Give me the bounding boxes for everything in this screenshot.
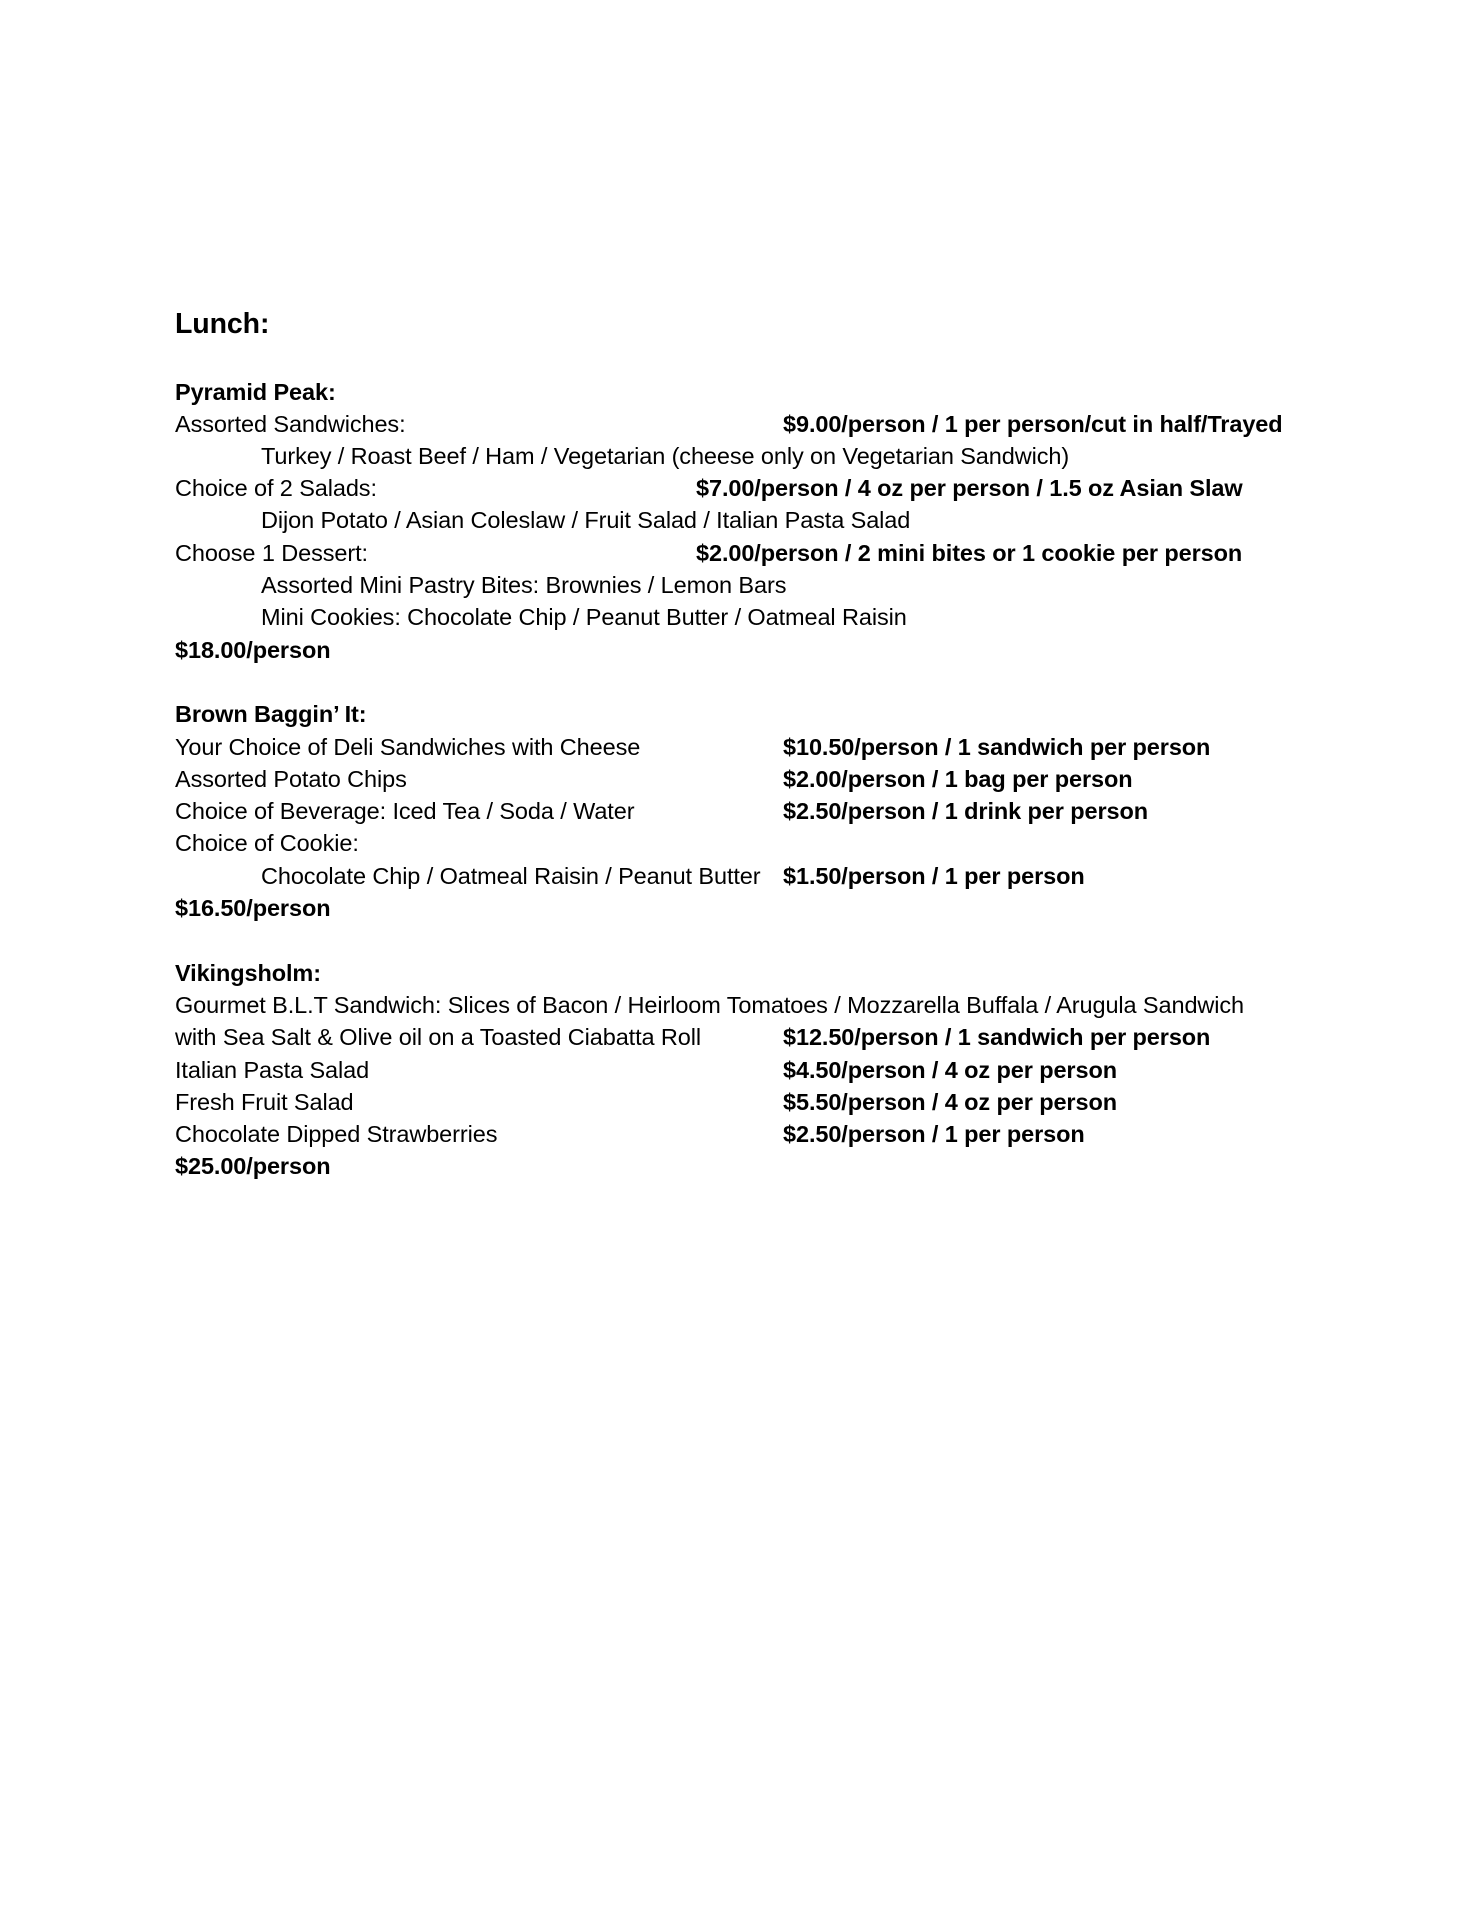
item-price: $2.00/person / 2 mini bites or 1 cookie per person [696,540,1243,566]
item-label: Assorted Sandwiches: [175,411,406,437]
item-options: Turkey / Roast Beef / Ham / Vegetarian (cheese only on Vegetarian Sandwich) [261,443,1070,469]
section-title: Vikingsholm: [175,960,321,986]
item-price: $2.50/person / 1 per person [783,1121,1085,1147]
item-label: Assorted Potato Chips [175,766,407,792]
item-price: $4.50/person / 4 oz per person [783,1057,1117,1083]
item-price: $5.50/person / 4 oz per person [783,1089,1117,1115]
item-price: $2.50/person / 1 drink per person [783,798,1149,824]
item-label: Choice of Beverage: Iced Tea / Soda / Water [175,798,635,824]
item-label: Chocolate Dipped Strawberries [175,1121,498,1147]
item-price: $7.00/person / 4 oz per person / 1.5 oz Asian Slaw [696,475,1243,501]
page-title: Lunch: [175,308,270,340]
item-options: Chocolate Chip / Oatmeal Raisin / Peanut Butter [261,863,761,889]
item-label: Choose 1 Dessert: [175,540,368,566]
item-price: $1.50/person / 1 per person [783,863,1085,889]
item-price: $10.50/person / 1 sandwich per person [783,734,1211,760]
item-label: Fresh Fruit Salad [175,1089,354,1115]
section-total: $18.00/person [175,637,331,663]
item-label: Your Choice of Deli Sandwiches with Cheese [175,734,641,760]
item-price: $9.00/person / 1 per person/cut in half/Trayed [783,411,1283,437]
section-total: $16.50/person [175,895,331,921]
item-options: Dijon Potato / Asian Coleslaw / Fruit Salad / Italian Pasta Salad [261,507,911,533]
section-total: $25.00/person [175,1153,331,1179]
item-label: Choice of 2 Salads: [175,475,377,501]
item-label: with Sea Salt & Olive oil on a Toasted Ciabatta Roll [175,1024,702,1050]
item-price: $12.50/person / 1 sandwich per person [783,1024,1211,1050]
item-price: $2.00/person / 1 bag per person [783,766,1133,792]
item-options: Assorted Mini Pastry Bites: Brownies / Lemon Bars [261,572,787,598]
item-label: Gourmet B.L.T Sandwich: Slices of Bacon / Heirloom Tomatoes / Mozzarella Buffala / Arugula Sandwich [175,992,1245,1018]
item-label: Choice of Cookie: [175,830,359,856]
item-options: Mini Cookies: Chocolate Chip / Peanut Butter / Oatmeal Raisin [261,604,907,630]
item-label: Italian Pasta Salad [175,1057,370,1083]
section-title: Pyramid Peak: [175,379,336,405]
section-title: Brown Baggin’ It: [175,701,367,727]
